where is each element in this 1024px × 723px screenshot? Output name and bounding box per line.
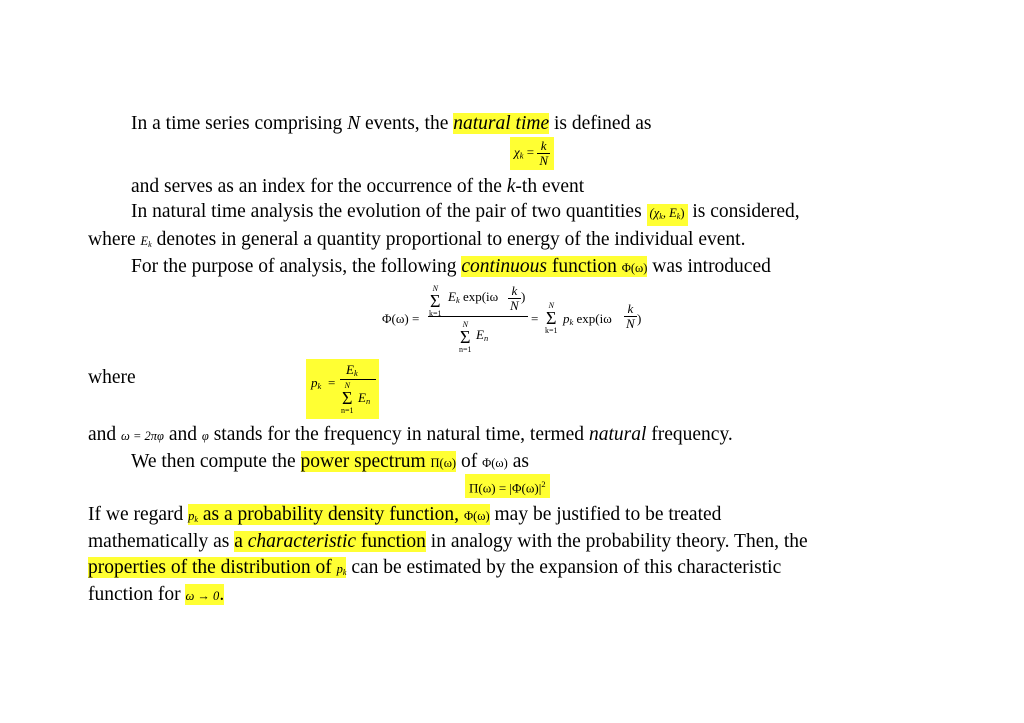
highlight-characteristic-function: a characteristic function [234, 531, 426, 552]
pair-chi-e: ($\chi_k$, $E_k$) [647, 204, 688, 226]
highlight-continuous-function: continuous function Φ(ω) [461, 256, 648, 277]
symbol-n: N [347, 113, 361, 134]
text: events, the [360, 113, 454, 134]
paragraph-ek-definition: where $E_k$ denotes in general a quantity proportional to energy of the individual event. [88, 229, 746, 250]
word-where: where [88, 367, 136, 388]
paragraph-continuous-function: For the purpose of analysis, the following continuous function Φ(ω) was introduced [131, 256, 771, 277]
highlight-natural-time: natural time [453, 113, 550, 134]
equation-power-spectrum: $\Pi(\omega) = |\Phi(\omega)|^2$ [465, 474, 550, 498]
paragraph-probability-density: If we regard $p_k$ as a probability density function, Φ(ω) may be justified to be treated [88, 504, 722, 525]
highlight-omega-limit: ω → 0. [185, 584, 225, 605]
text: In a time series comprising [131, 113, 348, 134]
paragraph-evolution-pair: In natural time analysis the evolution of the pair of two quantities ($\chi_k$, $E_k$) is considered, [131, 200, 800, 226]
paragraph-natural-time-definition [131, 112, 651, 136]
paragraph-omega-limit: function for ω → 0. [88, 584, 225, 605]
highlight-power-spectrum: power spectrum Π(ω) [300, 451, 457, 472]
equation-chi-k: $\chi_k$ = $\frac{k}{N}$ [510, 137, 554, 170]
sum-denominator: N Σ n=1 [341, 381, 354, 415]
text: is defined as [549, 113, 652, 134]
fraction-k-over-n: $\frac{k}{N}$ [539, 138, 548, 168]
paragraph-natural-frequency: and ω = 2πφ and φ stands for the frequency in natural time, termed natural frequency. [88, 424, 733, 445]
sum-numerator: N Σ k=1 [429, 284, 442, 318]
equation-pk: $p_k$ = $E_k$ N Σ n=1 $E_n$ [306, 359, 379, 419]
fraction-k-over-n: $\frac{k}{N}$ [510, 283, 519, 313]
numerator-term: $E_k$ exp(iω [448, 289, 499, 306]
main-fraction-bar [428, 316, 528, 317]
paragraph-index: and serves as an index for the occurrence of the k-th event [131, 176, 585, 197]
paragraph-power-spectrum: We then compute the power spectrum Π(ω) of Φ(ω) as [131, 451, 529, 472]
highlight-probability-density: $p_k$ as a probability density function, Φ(ω) [188, 504, 490, 525]
paragraph-characteristic-function: mathematically as a characteristic function in analogy with the probability theory. Then, the [88, 531, 808, 552]
equation-phi-omega: Φ(ω) = N Σ k=1 $E_k$ exp(iω $\frac{k}{N}$ ) N Σ n=1 $E_n$ = N Σ k=1 $p_k$ exp(iω $\frac{k}{N}$ ) [382, 283, 642, 354]
sum-denominator: N Σ n=1 [459, 320, 472, 354]
paragraph-distribution-properties: properties of the distribution of $p_k$ can be estimated by the expansion of this characteristic [88, 557, 782, 578]
sum-rhs: N Σ k=1 [545, 301, 558, 335]
highlight-distribution-properties: properties of the distribution of $p_k$ [88, 557, 347, 578]
symbol-ek: $E_k$ [140, 234, 152, 250]
